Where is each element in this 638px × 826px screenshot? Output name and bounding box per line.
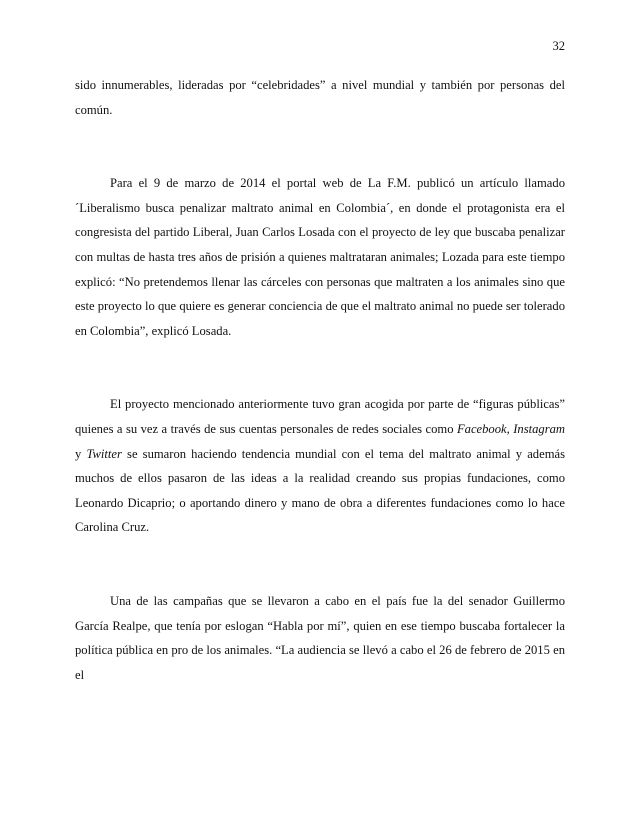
italic-twitter: Twitter [86, 446, 122, 461]
paragraph-3-text-c: se sumaron haciendo tendencia mundial con el tema del maltrato animal y además muchos de ellos pasaron de las ideas a la realidad creando sus propias fundaciones, como Leonardo Dicaprio; o aportando dinero y mano de obra a diferentes fundaciones como lo hace Carolina Cruz. [75, 446, 565, 535]
paragraph-gap [75, 540, 565, 589]
paragraph-3-text-a: El proyecto mencionado anteriormente tuvo gran acogida por parte de “figuras públicas” quienes a su vez a través de sus cuentas personales de redes sociales como [75, 397, 565, 436]
paragraph-3 [75, 392, 565, 540]
paragraph-3-text-b: y [75, 446, 87, 461]
paragraph-4: Una de las campañas que se llevaron a cabo en el país fue la del senador Guillermo García Realpe, que tenía por eslogan “Habla por mí”, quien en ese tiempo buscaba fortalecer la política pública en pro de los animales. “La audiencia se llevó a cabo el 26 de febrero de 2015 en el [75, 593, 565, 682]
paragraph-2: Para el 9 de marzo de 2014 el portal web de La F.M. publicó un artículo llamado ´Liberalismo busca penalizar maltrato animal en Colombia´, en donde el protagonista era el congresista del partido Liberal, Juan Carlos Losada con el proyecto de ley que buscaba penalizar con multas de hasta tres años de prisión a quienes maltrataran animales; Lozada para este tiempo explicó: “No pretendemos llenar las cárceles con personas que maltraten a los animales sino que este proyecto lo que quiere es generar conciencia de que el maltrato animal no puede ser tolerado en Colombia”, explicó Losada. [75, 176, 565, 338]
document-body [75, 73, 565, 687]
page-number: 32 [552, 39, 565, 53]
italic-social-networks: Facebook, Instagram [456, 421, 565, 436]
paragraph-1: sido innumerables, lideradas por “celebridades” a nivel mundial y también por personas del común. [75, 78, 565, 117]
paragraph-gap [75, 122, 565, 171]
paragraph-gap [75, 343, 565, 392]
